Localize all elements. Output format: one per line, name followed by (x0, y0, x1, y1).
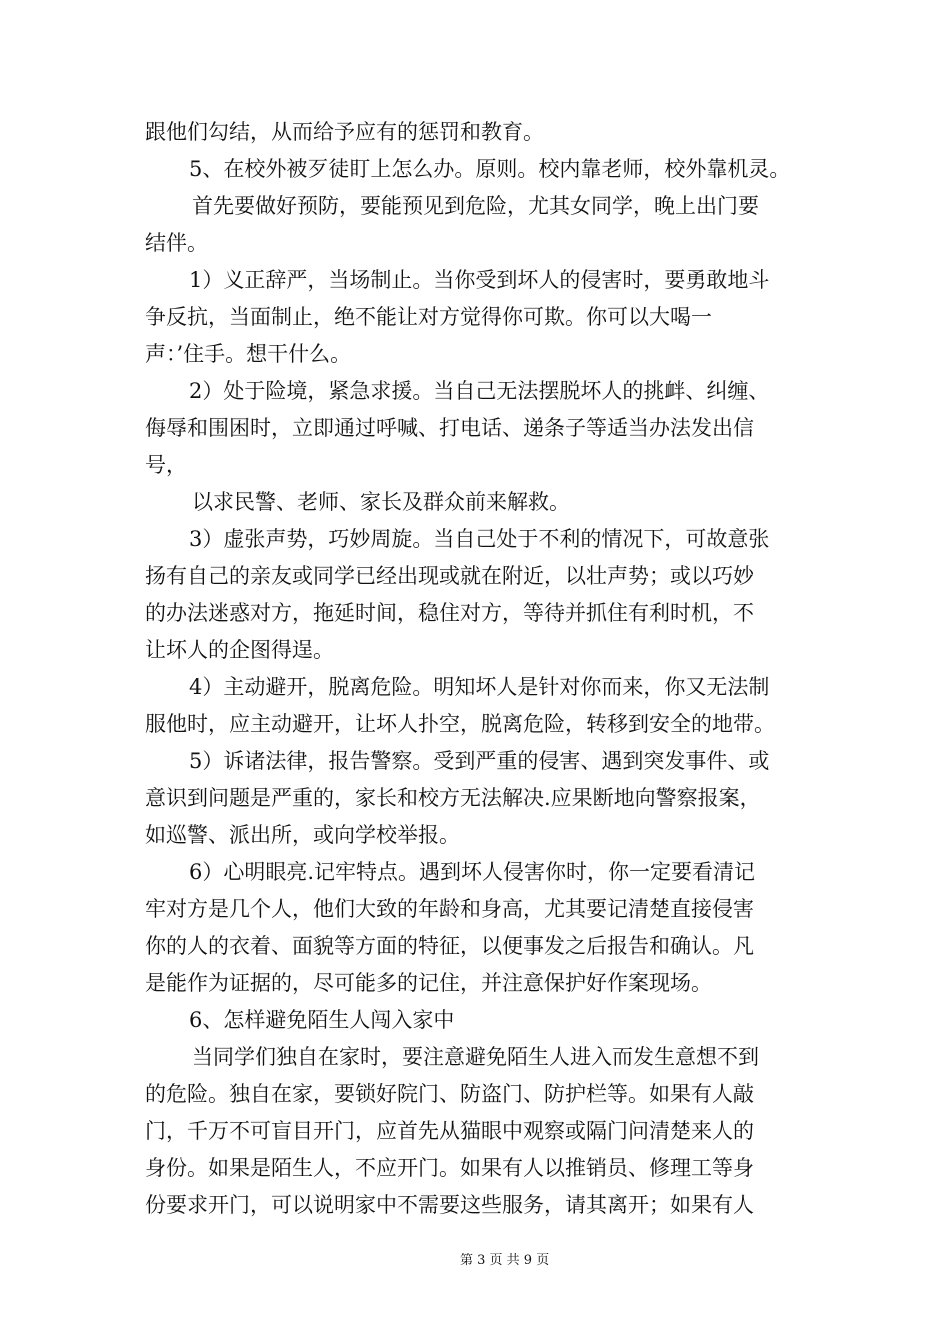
text-line: 的危险。独自在家，要锁好院门、防盗门、防护栏等。如果有人敲 (145, 1082, 754, 1106)
text-line: 让坏人的企图得逞。 (145, 638, 334, 662)
text-line: 当同学们独自在家时，要注意避免陌生人进入而发生意想不到 (192, 1045, 759, 1069)
text-line: 你的人的衣着、面貌等方面的特征，以便事发之后报告和确认。凡 (145, 934, 754, 958)
text-line: 6、怎样避免陌生人闯入家中 (189, 1008, 455, 1032)
text-line: 5）诉诸法律，报告警察。受到严重的侵害、遇到突发事件、或 (189, 749, 770, 773)
text-line: 的办法迷惑对方，拖延时间，稳住对方，等待并抓住有利时机，不 (145, 601, 754, 625)
text-line: 号， (145, 453, 187, 477)
text-line: 如巡警、派出所，或向学校举报。 (145, 823, 460, 847)
text-line: 结伴。 (145, 231, 208, 255)
page-footer: 第 3 页 共 9 页 (460, 1253, 550, 1268)
text-line: 扬有自己的亲友或同学已经出现或就在附近，以壮声势；或以巧妙 (145, 564, 754, 588)
text-line: 是能作为证据的，尽可能多的记住，并注意保护好作案现场。 (145, 971, 712, 995)
text-line: 服他时，应主动避开，让坏人扑空，脱离危险，转移到安全的地带。 (145, 712, 775, 736)
text-line: 声：’住手。想干什么。 (145, 342, 352, 366)
text-line: 跟他们勾结，从而给予应有的惩罚和教育。 (145, 120, 544, 144)
text-line: 3）虚张声势，巧妙周旋。当自己处于不利的情况下，可故意张 (189, 527, 770, 551)
text-line: 身份。如果是陌生人，不应开门。如果有人以推销员、修理工等身 (145, 1156, 754, 1180)
text-line: 侮辱和围困时，立即通过呼喊、打电话、递条子等适当办法发出信 (145, 416, 754, 440)
text-line: 1）义正辞严，当场制止。当你受到坏人的侵害时，要勇敢地斗 (189, 268, 770, 292)
text-line: 牢对方是几个人，他们大致的年龄和身高，尤其要记清楚直接侵害 (145, 897, 754, 921)
text-line: 首先要做好预防，要能预见到危险，尤其女同学，晚上出门要 (192, 194, 759, 218)
document-body (145, 114, 815, 1224)
text-line: 门，千万不可盲目开门，应首先从猫眼中观察或隔门问清楚来人的 (145, 1119, 754, 1143)
text-line: 2）处于险境，紧急求援。当自己无法摆脱坏人的挑衅、纠缠、 (189, 379, 770, 403)
text-line: 意识到问题是严重的，家长和校方无法解决.应果断地向警察报案， (145, 786, 761, 810)
text-line: 份要求开门，可以说明家中不需要这些服务，请其离开；如果有人 (145, 1193, 754, 1217)
text-line: 以求民警、老师、家长及群众前来解救。 (192, 490, 570, 514)
text-line: 6）心明眼亮.记牢特点。遇到坏人侵害你时，你一定要看清记 (189, 860, 756, 884)
text-line: 5、在校外被歹徒盯上怎么办。原则。校内靠老师，校外靠机灵。 (189, 157, 791, 181)
text-line: 4）主动避开，脱离危险。明知坏人是针对你而来，你又无法制 (189, 675, 770, 699)
text-line: 争反抗，当面制止，绝不能让对方觉得你可欺。你可以大喝一 (145, 305, 712, 329)
